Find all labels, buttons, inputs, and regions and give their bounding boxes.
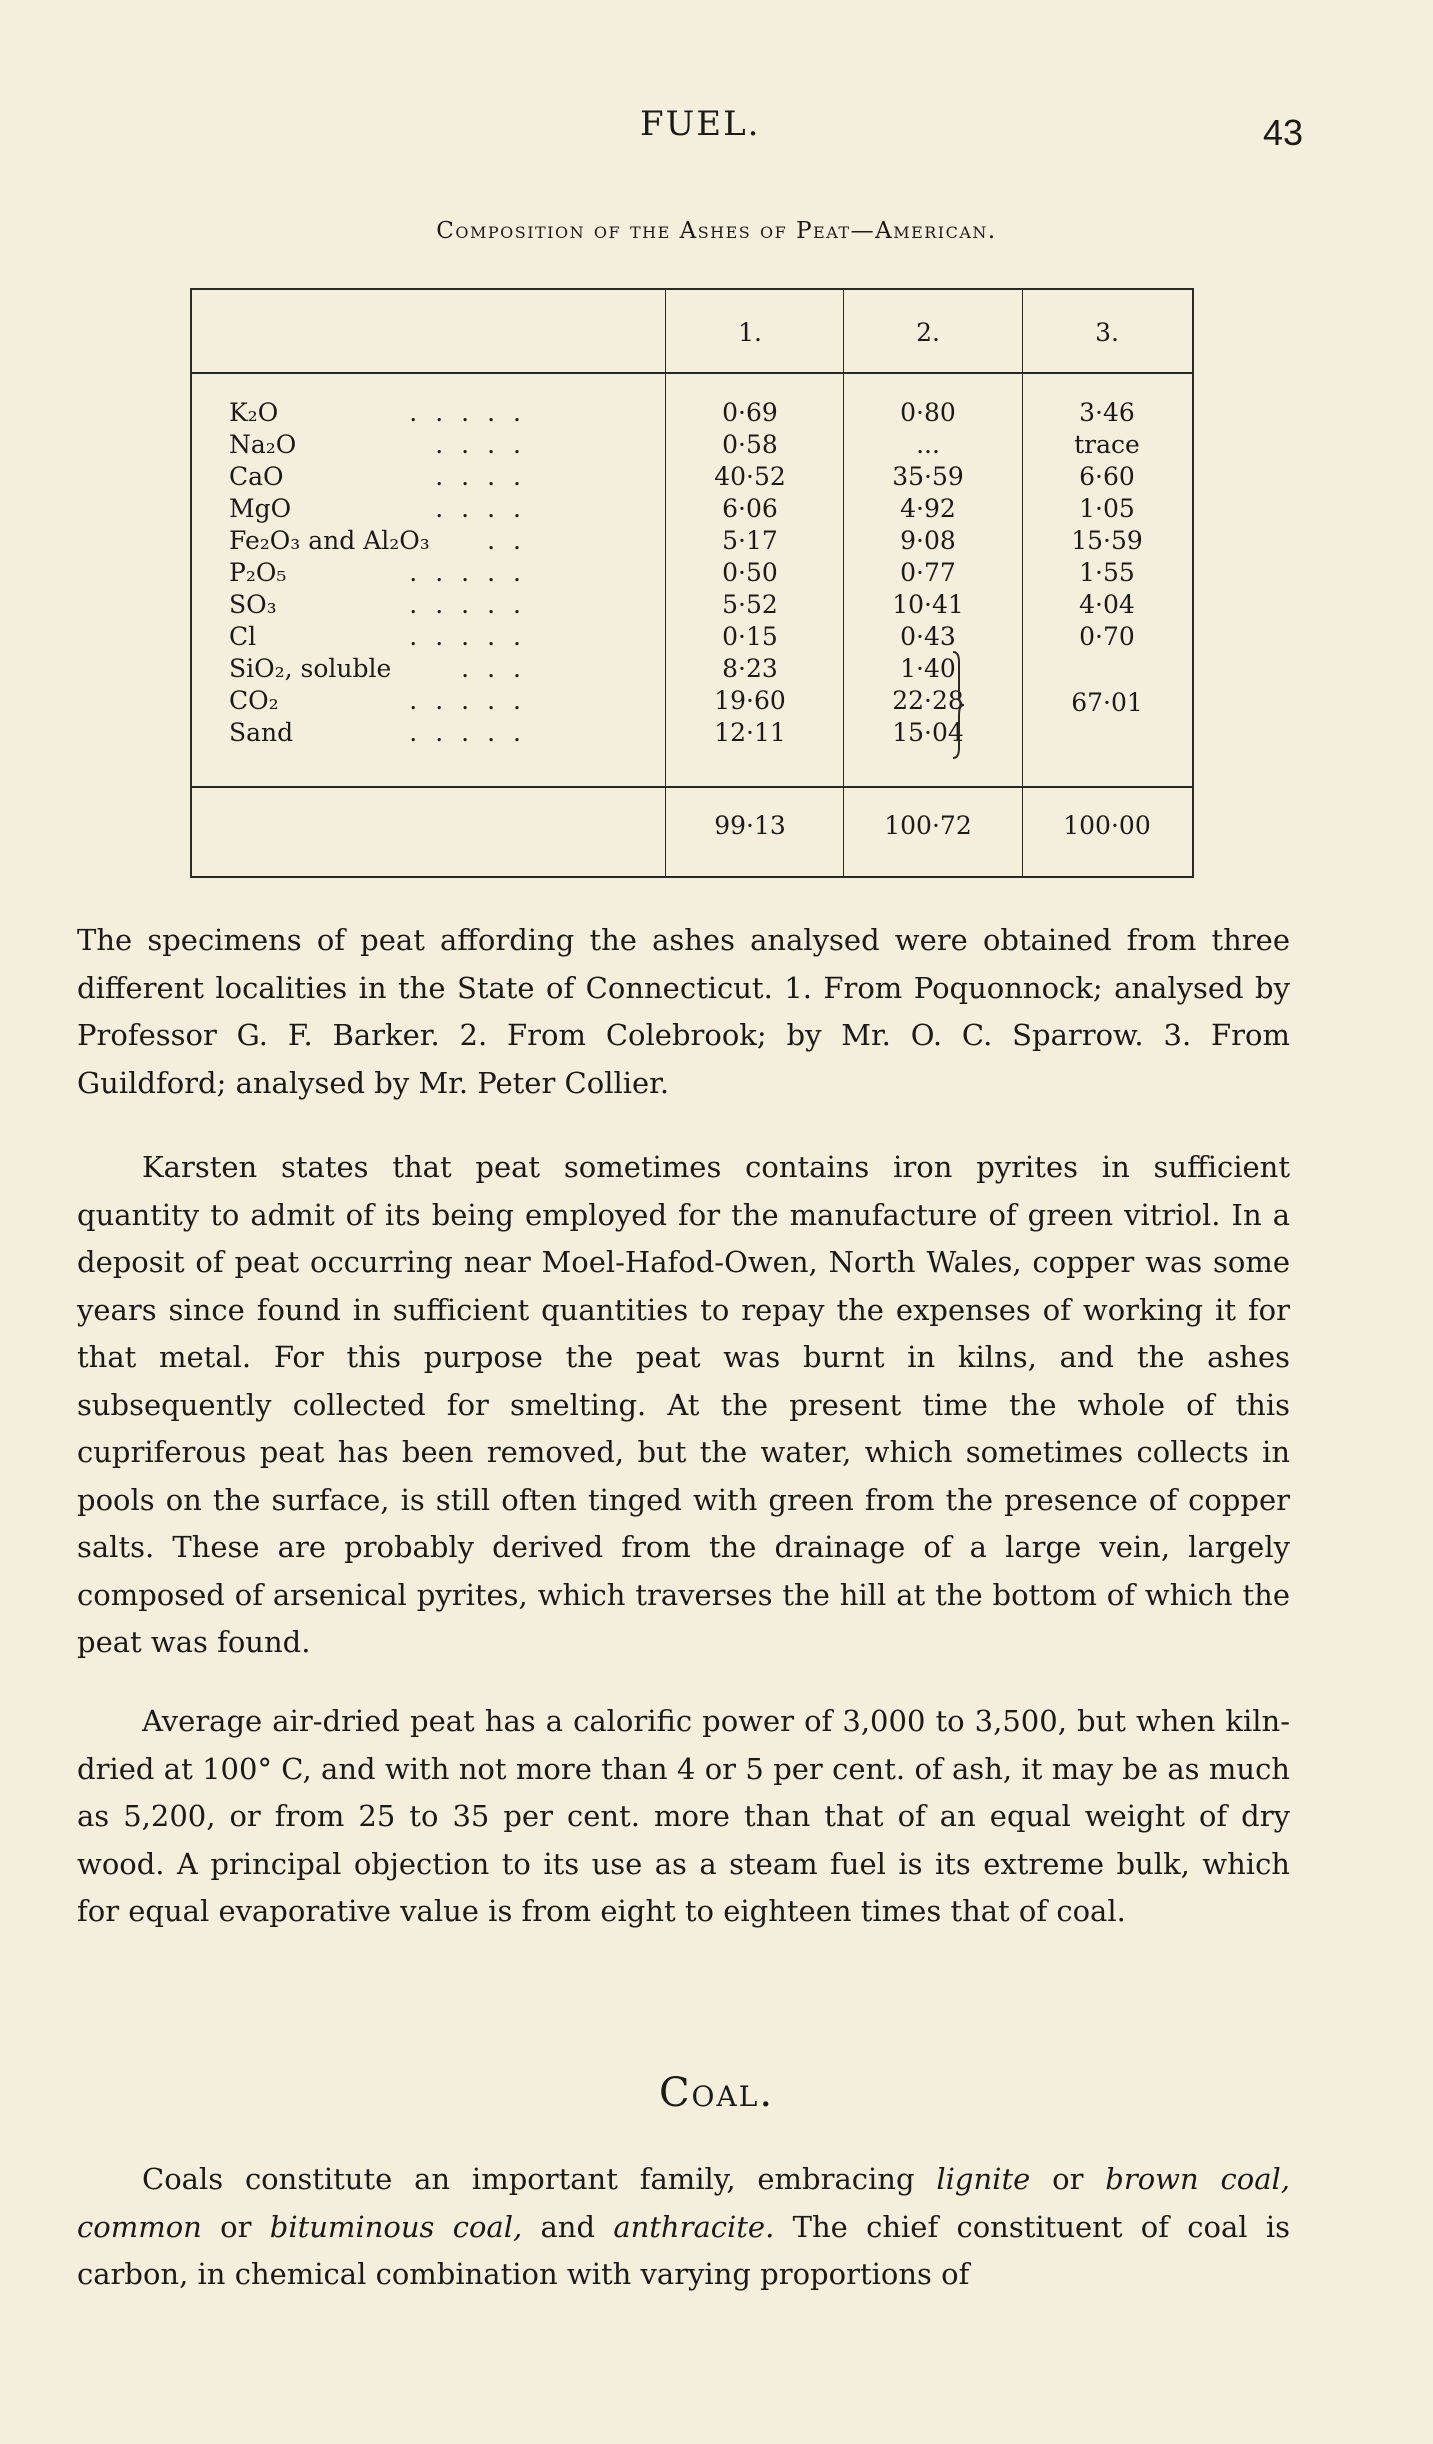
- table-cell: 1·40: [900, 654, 956, 683]
- table-cell: 5·17: [722, 526, 778, 555]
- table-top-rule: [192, 288, 1192, 290]
- running-header: [0, 104, 1433, 154]
- row-label: Cl: [229, 622, 257, 651]
- dot-leader: .....: [409, 558, 539, 587]
- ash-composition-table: [190, 288, 1194, 878]
- dot-leader: ....: [435, 462, 539, 491]
- total-cell: 99·13: [714, 811, 786, 840]
- table-cell: 6·60: [1079, 462, 1135, 491]
- table-cell: 3·46: [1079, 398, 1135, 427]
- column-header-2: 2.: [916, 318, 940, 347]
- paragraph-karsten: Karsten states that peat sometimes contains iron pyrites in sufficient quantity to admit of its being employed for the manufacture of green vitriol. In a deposit of peat occurring near Moel-Hafod-Owen, North Wales, copper was some years since found in sufficient quantities to repay the expenses of working it for that metal. For this purpose the peat was burnt in kilns, and the ashes subsequently collected for smelting. At the present time the whole of this cupriferous peat has been removed, but the water, which sometimes collects in pools on the surface, is still often tinged with green from the presence of copper salts. These are probably derived from the drainage of a large vein, largely composed of arsenical pyrites, which traverses the hill at the bottom of which the peat was found.: [77, 1150, 1290, 1659]
- table-cell: 12·11: [714, 718, 786, 747]
- dot-leader: ....: [435, 430, 539, 459]
- italic-term: bituminous coal,: [269, 2209, 523, 2244]
- table-cell: 0·69: [722, 398, 778, 427]
- row-label: CaO: [229, 462, 284, 491]
- italic-term: lignite: [936, 2162, 1031, 2196]
- table-cell: 10·41: [892, 590, 964, 619]
- table-cell: 15·59: [1071, 526, 1143, 555]
- total-cell: 100·00: [1063, 811, 1151, 840]
- table-cell: 0·43: [900, 622, 956, 651]
- table-bottom-rule: [192, 876, 1192, 878]
- table-total-rule: [192, 786, 1192, 788]
- paragraph-specimens: The specimens of peat affording the ashes analysed were obtained from three different localities in the State of Connecticut. 1. From Poquonnock; analysed by Professor G. F. Barker. 2. From Colebrook; by Mr. O. C. Sparrow. 3. From Guildford; analysed by Mr. Peter Collier.: [77, 923, 1290, 1100]
- dot-leader: ..: [487, 526, 539, 555]
- row-label: Sand: [229, 718, 294, 747]
- table-cell: ...: [916, 430, 940, 459]
- italic-term: anthracite.: [613, 2209, 775, 2244]
- section-heading-coal: Coal.: [658, 2070, 775, 2116]
- table-cell: 15·04: [892, 718, 964, 747]
- page-number: 43: [1263, 112, 1304, 153]
- table-cell: 0·80: [900, 398, 956, 427]
- table-caption: Composition of the Ashes of Peat—American.: [436, 218, 997, 244]
- merged-cell-value: 67·01: [1071, 688, 1143, 717]
- dot-leader: .....: [409, 622, 539, 651]
- paragraph-coals: [77, 2156, 1290, 2299]
- table-cell: 40·52: [714, 462, 786, 491]
- table-cell: 4·04: [1079, 590, 1135, 619]
- total-cell: 100·72: [884, 811, 972, 840]
- table-cell: 1·55: [1079, 558, 1135, 587]
- dot-leader: .....: [409, 590, 539, 619]
- table-cell: 6·06: [722, 494, 778, 523]
- dot-leader: ...: [461, 654, 539, 683]
- text-run: Coals constitute an important family, embracing: [142, 2162, 937, 2196]
- table-header-rule: [192, 372, 1192, 374]
- row-label: K₂O: [229, 398, 279, 427]
- table-cell: 8·23: [722, 654, 778, 683]
- row-label: Na₂O: [229, 430, 297, 459]
- row-label: SiO₂, soluble: [229, 654, 392, 683]
- italic-term: brown coal,: [1105, 2162, 1290, 2196]
- table-cell: 4·92: [900, 494, 956, 523]
- text-run: or: [201, 2209, 270, 2244]
- table-cell: 35·59: [892, 462, 964, 491]
- row-label: P₂O₅: [229, 558, 287, 587]
- row-label: CO₂: [229, 686, 279, 715]
- table-cell: 9·08: [900, 526, 956, 555]
- table-cell: 19·60: [714, 686, 786, 715]
- row-label: MgO: [229, 494, 292, 523]
- italic-term: common: [77, 2209, 202, 2244]
- table-cell: trace: [1074, 430, 1140, 459]
- text-run: or: [1030, 2162, 1106, 2196]
- column-header-3: 3.: [1095, 318, 1119, 347]
- table-cell: 0·58: [722, 430, 778, 459]
- table-cell: 22·28: [892, 686, 964, 715]
- dot-leader: .....: [409, 398, 539, 427]
- dot-leader: .....: [409, 718, 539, 747]
- curly-brace-icon: [951, 650, 965, 760]
- text-run: and: [522, 2209, 614, 2244]
- table-cell: 1·05: [1079, 494, 1135, 523]
- table-cell: 0·50: [722, 558, 778, 587]
- row-label: SO₃: [229, 590, 277, 619]
- table-cell: 0·15: [722, 622, 778, 651]
- column-header-1: 1.: [738, 318, 762, 347]
- table-cell: 5·52: [722, 590, 778, 619]
- dot-leader: ....: [435, 494, 539, 523]
- running-title: FUEL.: [640, 104, 761, 144]
- row-label: Fe₂O₃ and Al₂O₃: [229, 526, 430, 555]
- table-cell: 0·70: [1079, 622, 1135, 651]
- text-run: The chief constituent of coal is carbon, in chemical combination with varying proportions of: [77, 2209, 1290, 2291]
- paragraph-calorific-power: Average air-dried peat has a calorific power of 3,000 to 3,500, but when kiln-dried at 100° C, and with not more than 4 or 5 per cent. of ash, it may be as much as 5,200, or from 25 to 35 per cent. more than that of an equal weight of dry wood. A principal objection to its use as a steam fuel is its extreme bulk, which for equal evaporative value is from eight to eighteen times that of coal.: [77, 1704, 1290, 1928]
- table-cell: 0·77: [900, 558, 956, 587]
- dot-leader: .....: [409, 686, 539, 715]
